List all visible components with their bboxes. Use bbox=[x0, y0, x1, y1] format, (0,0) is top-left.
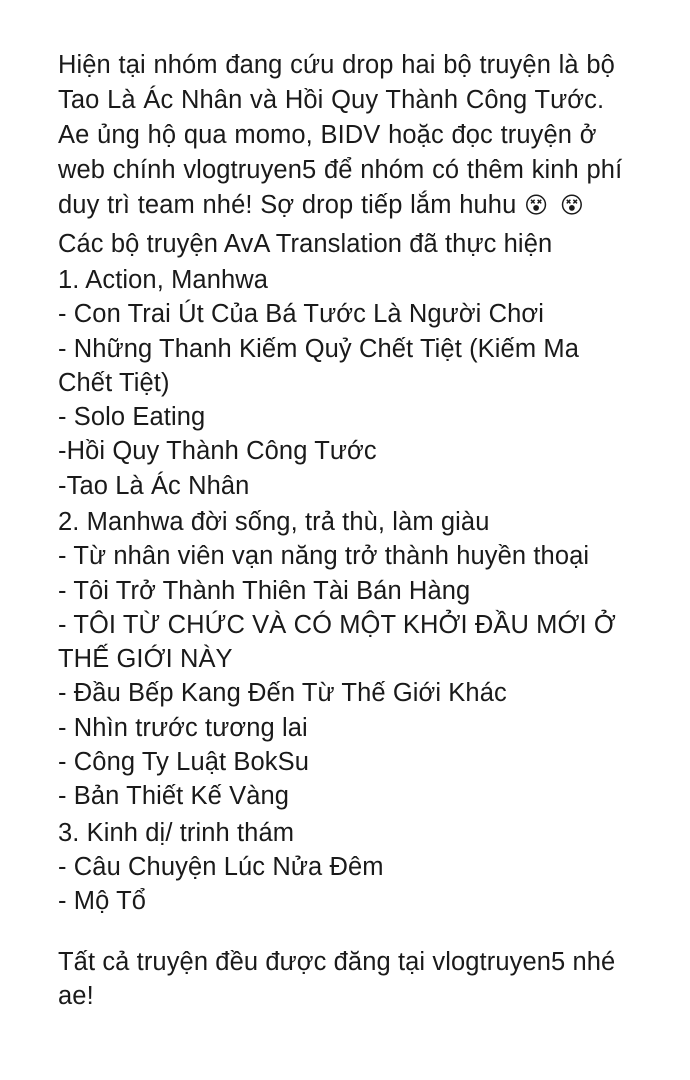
list-item: - Công Ty Luật BokSu bbox=[58, 748, 310, 777]
section-doi-song bbox=[58, 505, 634, 814]
list-item: - Đầu Bếp Kang Đến Từ Thế Giới Khác bbox=[58, 679, 507, 708]
list-item: - Câu Chuyện Lúc Nửa Đêm bbox=[58, 852, 384, 881]
list-item: - Bản Thiết Kế Vàng bbox=[58, 782, 290, 811]
list-item: -Tao Là Ác Nhân bbox=[58, 471, 250, 500]
list-item: - Tôi Trở Thành Thiên Tài Bán Hàng bbox=[58, 576, 471, 605]
section-heading: Các bộ truyện AvA Translation đã thực hiện bbox=[58, 229, 553, 258]
list-item: - Mộ Tổ bbox=[58, 887, 147, 916]
section-kinh-di bbox=[58, 816, 634, 919]
list-item: - Con Trai Út Của Bá Tước Là Người Chơi bbox=[58, 300, 544, 329]
list-item: - Nhìn trước tương lai bbox=[58, 713, 308, 742]
intro-text: Hiện tại nhóm đang cứu drop hai bộ truyện là bộ Tao Là Ác Nhân và Hồi Quy Thành Công Tước. Ae ủng hộ qua momo, BIDV hoặc đọc truyện ở web chính vlogtruyen5 để nhóm có thêm kinh phí duy trì team nhé! Sợ drop tiếp lắm huhu bbox=[58, 51, 623, 219]
section-title: 3. Kinh dị/ trinh thám bbox=[58, 818, 295, 847]
list-item: - TÔI TỪ CHỨC VÀ CÓ MỘT KHỞI ĐẦU MỚI Ở THẾ GIỚI NÀY bbox=[58, 610, 616, 674]
spacer bbox=[58, 919, 634, 945]
section-action-manhwa bbox=[58, 263, 634, 503]
list-item: - Solo Eating bbox=[58, 403, 206, 432]
section-title: 1. Action, Manhwa bbox=[58, 265, 269, 294]
intro-paragraph bbox=[58, 48, 634, 223]
section-title: 2. Manhwa đời sống, trả thù, làm giàu bbox=[58, 507, 490, 536]
list-item: -Hồi Quy Thành Công Tước bbox=[58, 437, 377, 466]
dizzy-face-emoji: 😵 😵 bbox=[524, 192, 586, 219]
footer-note: Tất cả truyện đều được đăng tại vlogtruyen5 nhé ae! bbox=[58, 947, 616, 1010]
list-item: - Những Thanh Kiếm Quỷ Chết Tiệt (Kiếm Ma Chết Tiệt) bbox=[58, 334, 579, 397]
list-item: - Từ nhân viên vạn năng trở thành huyền thoại bbox=[58, 542, 590, 571]
